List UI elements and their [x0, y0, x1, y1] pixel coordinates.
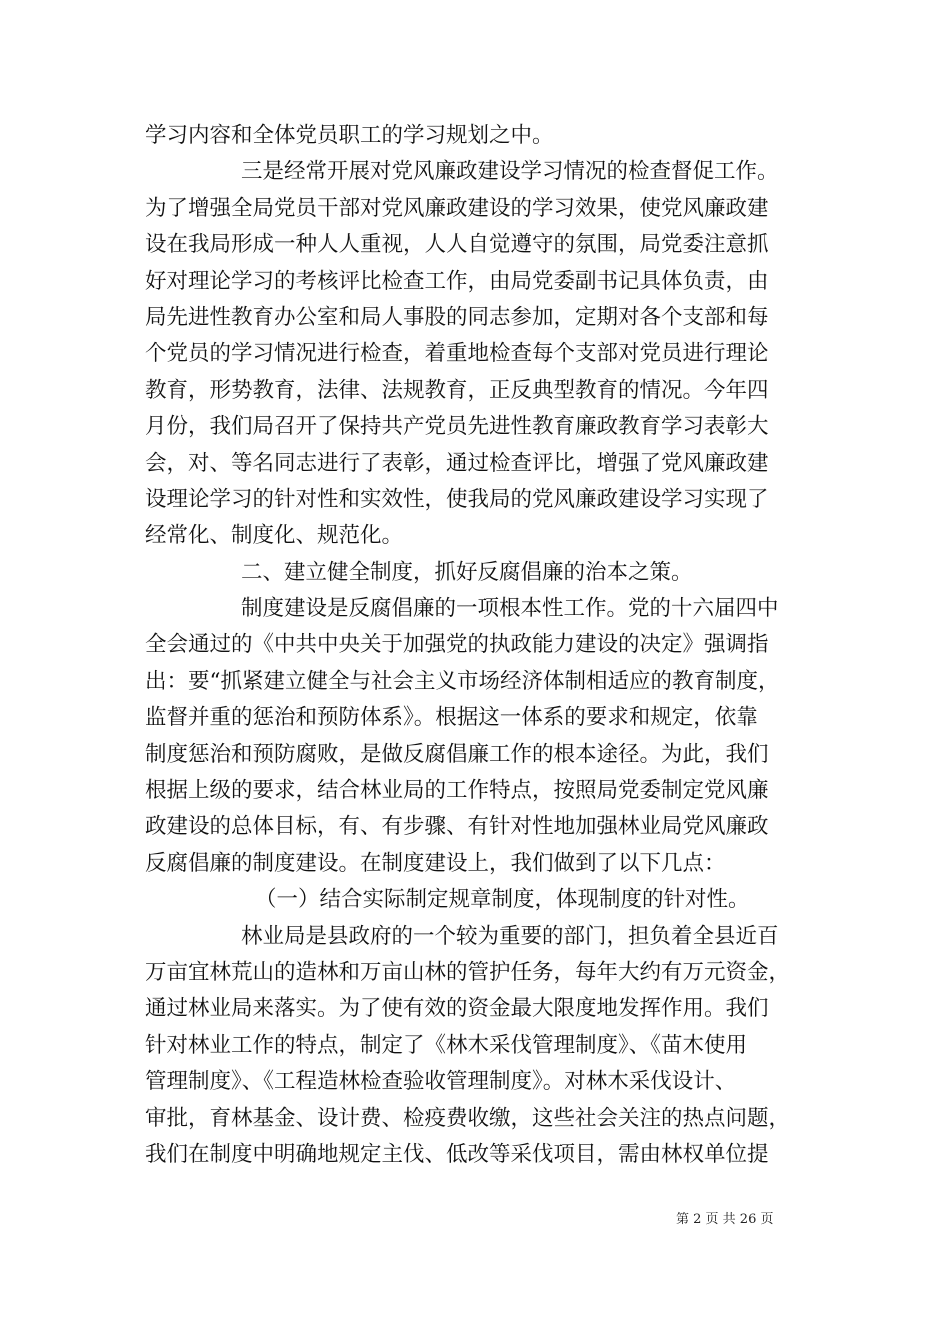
text-line: 针对林业工作的特点，制定了《林木采伐管理制度》、《苗木使用 [145, 1032, 748, 1058]
page-number-footer: 第 2 页 共 26 页 [676, 1212, 774, 1227]
subsection-heading: （一）结合实际制定规章制度，体现制度的针对性。 [255, 887, 750, 913]
text-line: 反腐倡廉的制度建设。在制度建设上，我们做到了以下几点： [145, 850, 726, 876]
text-line: 月份，我们局召开了保持共产党员先进性教育廉政教育学习表彰大 [145, 414, 769, 440]
text-line: 学习内容和全体党员职工的学习规划之中。 [145, 123, 554, 148]
text-line: 监督并重的惩治和预防体系》。根据这一体系的要求和规定，依靠 [145, 705, 758, 731]
text-line: 为了增强全局党员干部对党风廉政建设的学习效果，使党风廉政建 [145, 195, 769, 221]
text-line: 出：要“抓紧建立健全与社会主义市场经济体制相适应的教育制度， [145, 668, 780, 694]
section-heading: 二、建立健全制度，抓好反腐倡廉的治本之策。 [241, 559, 693, 585]
text-line: 万亩宜林荒山的造林和万亩山林的管护任务，每年大约有万元资金， [145, 959, 791, 985]
text-line: 经常化、制度化、规范化。 [145, 523, 404, 549]
text-line: 林业局是县政府的一个较为重要的部门，担负着全县近百 [241, 923, 779, 949]
text-line: 根据上级的要求，结合林业局的工作特点，按照局党委制定党风廉 [145, 778, 769, 804]
text-line: 我们在制度中明确地规定主伐、低改等采伐项目，需由林权单位提 [145, 1141, 769, 1167]
text-line: 设理论学习的针对性和实效性，使我局的党风廉政建设学习实现了 [145, 486, 769, 512]
text-line: 教育，形势教育，法律、法规教育，正反典型教育的情况。今年四 [145, 377, 769, 403]
text-line: 个党员的学习情况进行检查，着重地检查每个支部对党员进行理论 [145, 341, 769, 367]
text-line: 政建设的总体目标，有、有步骤、有针对性地加强林业局党风廉政 [145, 814, 769, 840]
text-line: 三是经常开展对党风廉政建设学习情况的检查督促工作。 [241, 159, 779, 185]
body-text [145, 118, 807, 1173]
text-line: 好对理论学习的考核评比检查工作，由局党委副书记具体负责，由 [145, 268, 769, 294]
text-line: 局先进性教育办公室和局人事股的同志参加，定期对各个支部和每 [145, 304, 769, 330]
text-line: 审批，育林基金、设计费、检疫费收缴，这些社会关注的热点问题， [145, 1105, 791, 1131]
text-line: 设在我局形成一种人人重视，人人自觉遵守的氛围，局党委注意抓 [145, 232, 769, 258]
text-line: 全会通过的《中共中央关于加强党的执政能力建设的决定》强调指 [145, 632, 769, 658]
text-line: 制度建设是反腐倡廉的一项根本性工作。党的十六届四中 [241, 596, 779, 622]
text-line: 管理制度》、《工程造林检查验收管理制度》。对林木采伐设计、 [145, 1069, 737, 1095]
text-line: 制度惩治和预防腐败，是做反腐倡廉工作的根本途径。为此，我们 [145, 741, 769, 767]
text-line: 通过林业局来落实。为了使有效的资金最大限度地发挥作用。我们 [145, 996, 769, 1022]
text-line: 会，对、等名同志进行了表彰，通过检查评比，增强了党风廉政建 [145, 450, 769, 476]
